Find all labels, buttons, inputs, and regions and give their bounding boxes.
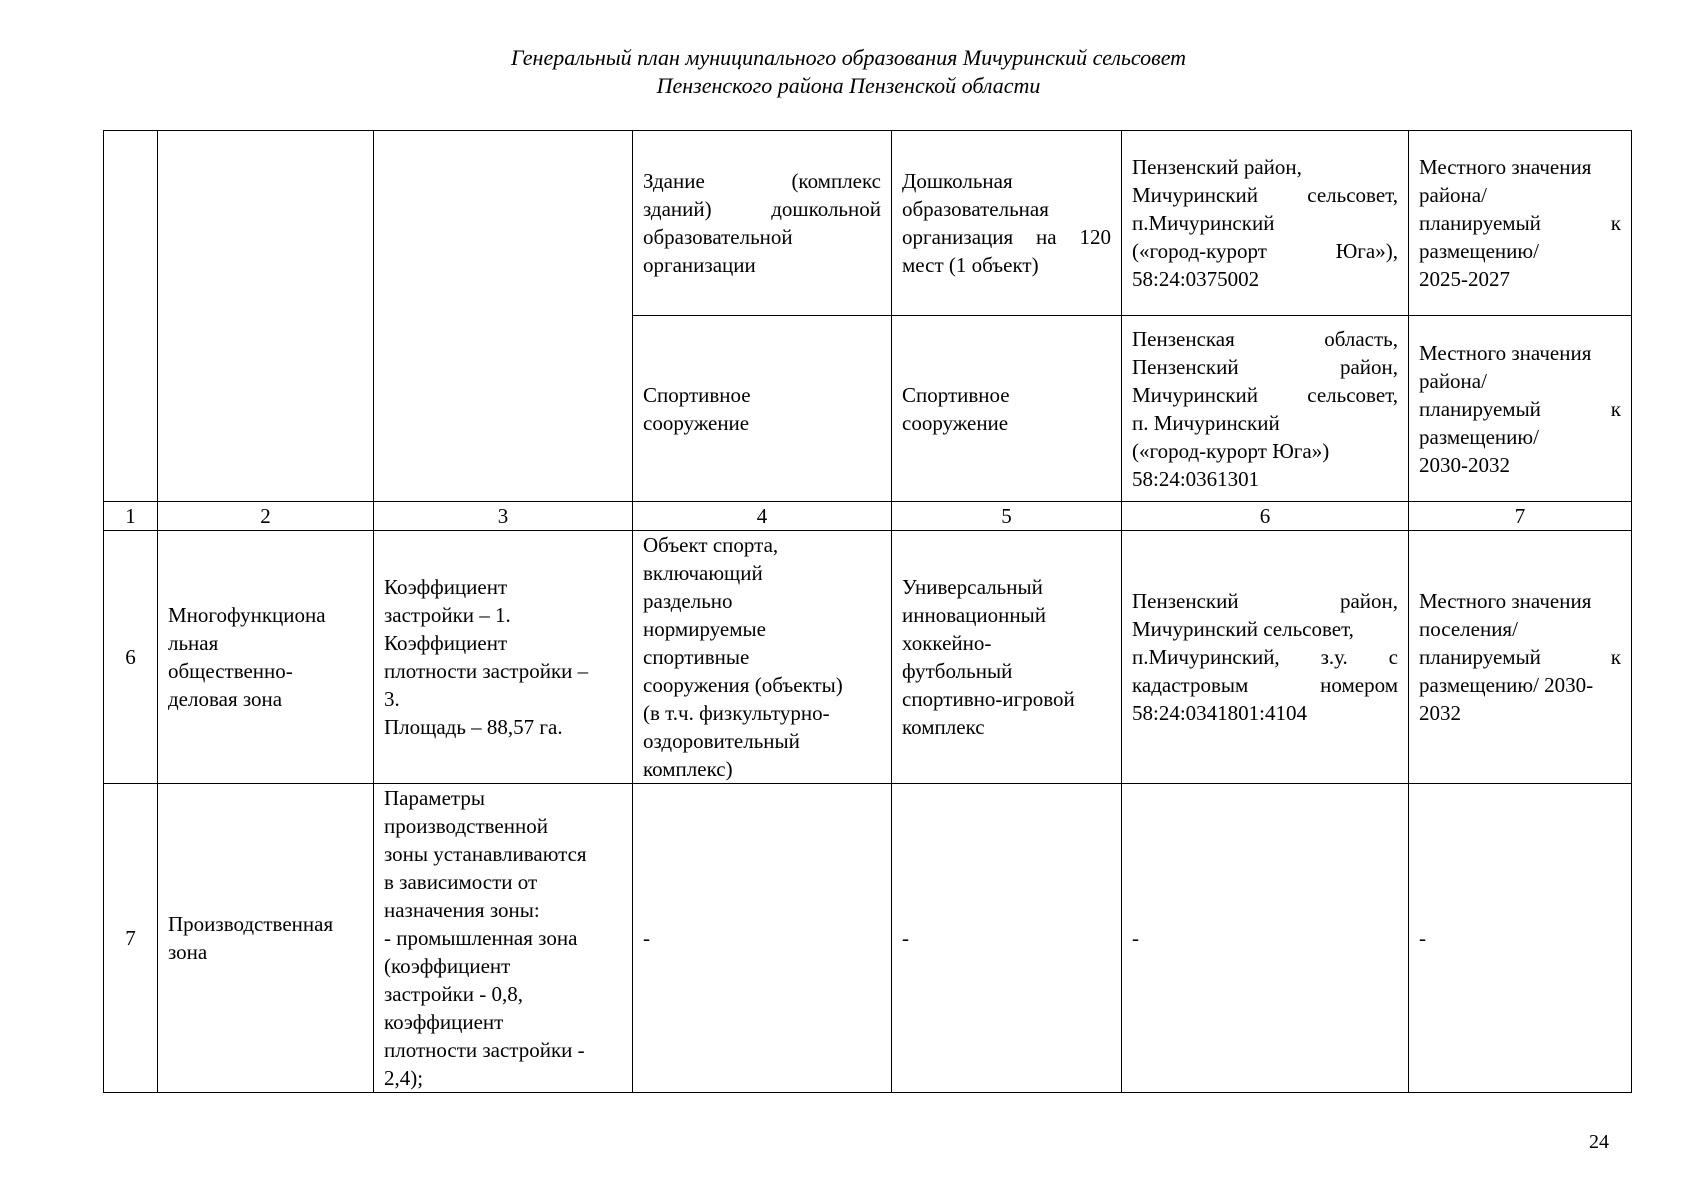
table-cell: - — [892, 784, 1122, 1093]
cell-line: Пензенский район, — [1132, 155, 1302, 179]
cell-line: п.Мичуринский, з.у. с — [1132, 645, 1398, 669]
cell-line: общественно- — [168, 659, 293, 683]
cell-line: сооружение — [902, 410, 1009, 435]
cell-line: поселения/ — [1419, 617, 1518, 641]
cell-line: Коэффициент — [384, 575, 508, 599]
cell-line: («город-курорт Юга») — [1132, 438, 1330, 463]
cell-line: застройки – 1. — [384, 603, 511, 627]
table-cell — [633, 131, 892, 316]
cell-line: мест (1 объект) — [902, 253, 1039, 277]
cell-line: Пензенский район, — [1132, 354, 1398, 379]
cell-line: Спортивное — [902, 382, 1010, 407]
table-cell — [1409, 531, 1632, 784]
table-cell — [1122, 531, 1409, 784]
table-cell — [374, 131, 633, 502]
table-cell — [892, 316, 1122, 502]
cell-line: зона — [168, 940, 208, 964]
cell-line: планируемый к — [1419, 211, 1621, 235]
cell-line: района/ — [1419, 183, 1487, 207]
cell-line: комплекс — [902, 715, 985, 739]
column-number: 4 — [633, 502, 892, 531]
cell-line: включающий — [643, 561, 763, 585]
objects-table — [103, 130, 1632, 1093]
cell-line: 58:24:0341801:4104 — [1132, 701, 1308, 725]
cell-line: Местного значения — [1419, 340, 1592, 365]
cell-line: Мичуринский сельсовет, — [1132, 382, 1398, 407]
cell-line: Местного значения — [1419, 589, 1592, 613]
cell-line: плотности застройки - — [384, 1038, 585, 1062]
table-cell — [1409, 316, 1632, 502]
cell-line: Местного значения — [1419, 155, 1592, 179]
cell-line: льная — [168, 631, 219, 655]
table-cell — [892, 131, 1122, 316]
document-header — [0, 44, 1697, 100]
cell-line: комплекс) — [643, 757, 733, 781]
cell-line: Площадь – 88,57 га. — [384, 715, 563, 739]
cell-line: коэффициент — [384, 1010, 504, 1034]
table-cell — [158, 131, 374, 502]
cell-line: организация на 120 — [902, 225, 1111, 249]
cell-line: сооружения (объекты) — [643, 673, 843, 697]
cell-line: района/ — [1419, 368, 1487, 393]
cell-line: образовательной — [643, 225, 793, 249]
cell-line: производственной — [384, 814, 548, 838]
cell-line: (в т.ч. физкультурно- — [643, 701, 830, 725]
cell-line: 58:24:0361301 — [1132, 466, 1260, 491]
cell-line: Пензенская область, — [1132, 326, 1398, 351]
column-number: 3 — [374, 502, 633, 531]
cell-line: в зависимости от — [384, 870, 538, 894]
cell-line: футбольный — [902, 659, 1013, 683]
cell-line: Коэффициент — [384, 631, 508, 655]
row-number: 6 — [104, 531, 158, 784]
cell-line: зданий) дошкольной — [643, 197, 881, 221]
cell-line: планируемый к — [1419, 645, 1621, 669]
cell-line: Параметры — [384, 786, 485, 810]
cell-line: п.Мичуринский — [1132, 211, 1275, 235]
cell-line: 58:24:0375002 — [1132, 267, 1260, 291]
cell-line: застройки - 0,8, — [384, 982, 524, 1006]
cell-line: - промышленная зона — [384, 926, 578, 950]
table-cell — [104, 131, 158, 502]
cell-line: спортивные — [643, 645, 750, 669]
cell-line: образовательная — [902, 197, 1049, 221]
column-number: 1 — [104, 502, 158, 531]
table-cell: - — [633, 784, 892, 1093]
cell-line: Мичуринский сельсовет, — [1132, 617, 1354, 641]
table-cell — [158, 784, 374, 1093]
cell-line: Мичуринский сельсовет, — [1132, 183, 1398, 207]
cell-line: инновационный — [902, 603, 1046, 627]
table-row — [104, 531, 1632, 784]
cell-line: раздельно — [643, 589, 733, 613]
cell-line: размещению/ — [1419, 239, 1539, 263]
table-cell — [892, 531, 1122, 784]
cell-line: Многофункциона — [168, 603, 326, 627]
cell-line: 2,4); — [384, 1066, 424, 1090]
cell-line: хоккейно- — [902, 631, 992, 655]
table-cell — [633, 531, 892, 784]
cell-line: Производственная — [168, 912, 334, 936]
cell-line: 2025-2027 — [1419, 267, 1510, 291]
cell-line: Спортивное — [643, 382, 751, 407]
cell-line: размещению/ — [1419, 424, 1539, 449]
table-cell — [158, 531, 374, 784]
table-cell — [374, 531, 633, 784]
header-line-1: Генеральный план муниципального образования Мичуринский сельсовет — [510, 45, 1187, 70]
table-cell — [374, 784, 633, 1093]
table-cell: - — [1409, 784, 1632, 1093]
cell-line: 2030-2032 — [1419, 452, 1510, 477]
cell-line: 3. — [384, 687, 400, 711]
cell-line: плотности застройки – — [384, 659, 589, 683]
cell-line: оздоровительный — [643, 729, 800, 753]
cell-line: сооружение — [643, 410, 750, 435]
table-cell — [633, 316, 892, 502]
table-cell — [1409, 131, 1632, 316]
cell-line: планируемый к — [1419, 396, 1621, 421]
table-cell — [1122, 131, 1409, 316]
column-number: 5 — [892, 502, 1122, 531]
cell-line: кадастровым номером — [1132, 673, 1398, 697]
cell-line: Объект спорта, — [643, 533, 779, 557]
table-cell: - — [1122, 784, 1409, 1093]
cell-line: деловая зона — [168, 687, 283, 711]
cell-line: размещению/ 2030- — [1419, 673, 1594, 697]
table-cell — [1122, 316, 1409, 502]
column-number: 2 — [158, 502, 374, 531]
row-number: 7 — [104, 784, 158, 1093]
cell-line: назначения зоны: — [384, 898, 540, 922]
cell-line: спортивно-игровой — [902, 687, 1075, 711]
header-line-2: Пензенского района Пензенской области — [656, 73, 1041, 98]
cell-line: нормируемые — [643, 617, 766, 641]
page-number: 24 — [1589, 1131, 1609, 1153]
table-row — [104, 784, 1632, 1093]
column-number-row — [104, 502, 1632, 531]
cell-line: п. Мичуринский — [1132, 410, 1280, 435]
cell-line: организации — [643, 253, 756, 277]
cell-line: Здание (комплекс — [643, 169, 881, 193]
cell-line: Пензенский район, — [1132, 589, 1398, 613]
table-row — [104, 131, 1632, 316]
column-number: 7 — [1409, 502, 1632, 531]
cell-line: («город-курорт Юга»), — [1132, 239, 1398, 263]
cell-line: 2032 — [1419, 701, 1461, 725]
column-number: 6 — [1122, 502, 1409, 531]
cell-line: Дошкольная — [902, 169, 1013, 193]
cell-line: (коэффициент — [384, 954, 511, 978]
cell-line: зоны устанавливаются — [384, 842, 587, 866]
cell-line: Универсальный — [902, 575, 1043, 599]
